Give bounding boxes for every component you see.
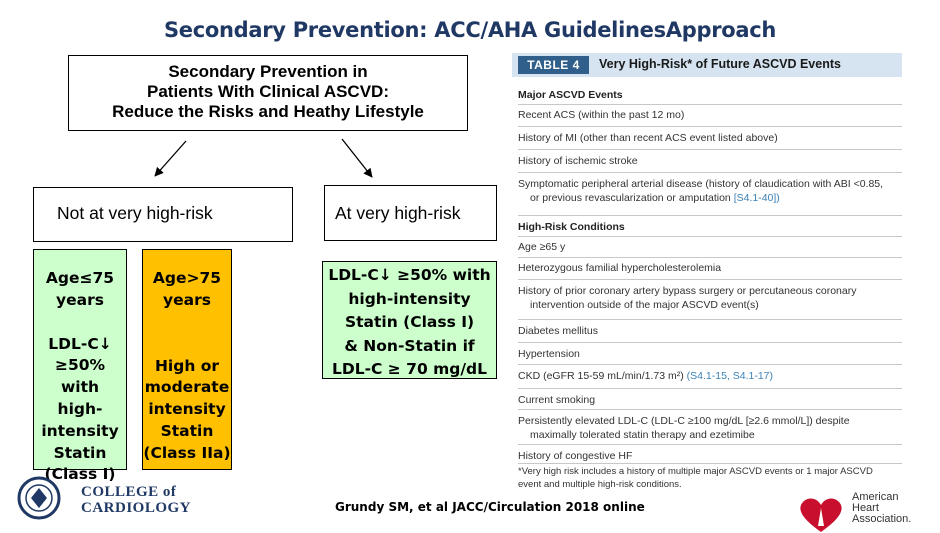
table-row-text: Recent ACS (within the past 12 mo) (518, 109, 685, 121)
table-footnote (518, 465, 902, 491)
age-gt-75-box (142, 249, 232, 470)
table-tag: TABLE 4 (518, 56, 589, 74)
citation: Grundy SM, et al JACC/Circulation 2018 online (335, 500, 645, 514)
table-row (518, 174, 902, 216)
very-high-risk-box: At very high-risk (324, 185, 497, 241)
age-gt-75-line-a: Age>75 (152, 269, 222, 287)
age-le-75-box (33, 249, 127, 484)
table-row (518, 105, 902, 127)
table-row-text-2: intervention outside of the major ASCVD event(s) (530, 299, 759, 311)
age-le-75-line-e: high- (57, 399, 103, 418)
age-gt-75-line-f: Statin (160, 421, 214, 440)
age-le-75-line-b: years (56, 290, 104, 309)
vh-rx-line-e: LDL-C ≥ 70 mg/dL (331, 360, 488, 378)
table-row-text: CKD (eGFR 15-59 mL/min/1.73 m²) (518, 370, 687, 382)
main-box-line-1: Secondary Prevention in (168, 62, 368, 81)
table-section-heading (518, 85, 902, 105)
arrow-right (342, 139, 372, 177)
age-gt-75-line-c: High or (154, 356, 220, 375)
vh-rx-line-b: high-intensity (348, 289, 471, 308)
table-header (512, 53, 902, 77)
table-row (518, 411, 902, 445)
vh-rx-line-a: LDL-C↓ ≥50% with (328, 266, 491, 284)
table-row-text: High-Risk Conditions (518, 221, 625, 233)
table-row-text: Diabetes mellitus (518, 325, 598, 337)
table-row (518, 390, 902, 410)
table-row (518, 446, 902, 464)
main-box-line-3: Reduce the Risks and Heathy Lifestyle (112, 102, 424, 121)
slide-title: Secondary Prevention: ACC/AHA GuidelinesApproach (163, 18, 777, 42)
footnote-line-2: event and multiple high-risk conditions. (518, 479, 682, 490)
age-le-75-line-d: ≥50% with (54, 356, 106, 397)
table-row (518, 344, 902, 365)
table-row-text: Heterozygous familial hypercholesterolemia (518, 262, 722, 274)
age-le-75-line-h: (Class I) (44, 465, 116, 484)
table-row (518, 151, 902, 173)
table-title: Very High-Risk* of Future ASCVD Events (599, 57, 841, 71)
main-box-line-2: Patients With Clinical ASCVD: (147, 82, 389, 101)
age-gt-75-line-b: years (163, 290, 211, 309)
very-high-risk-treatment-box (322, 261, 497, 379)
aha-logo-line-1: American (852, 491, 899, 503)
aha-logo (792, 492, 940, 529)
acc-logo-line-1: COLLEGE of (81, 484, 177, 500)
arrow-left (155, 141, 186, 176)
table-row-text: Symptomatic peripheral arterial disease (history of claudication with ABI <0.85, (518, 178, 884, 190)
table-row-reference: [S4.1-40]) (733, 192, 780, 204)
table-row (518, 258, 902, 280)
table-row-text: History of ischemic stroke (518, 155, 638, 167)
table-row-text: History of MI (other than recent ACS event listed above) (518, 132, 778, 144)
table-row-continuation (518, 298, 902, 312)
table-row-text: Major ASCVD Events (518, 89, 623, 101)
heart-torch-icon (796, 496, 846, 533)
table-row-continuation (518, 191, 902, 205)
aha-logo-line-3: Association. (852, 513, 912, 525)
acc-logo-line-2: CARDIOLOGY (81, 500, 192, 516)
age-gt-75-line-g: (Class IIa) (143, 443, 231, 462)
table-row (518, 128, 902, 150)
aha-logo-line-2: Heart (852, 502, 879, 514)
age-gt-75-line-e: intensity (148, 400, 226, 419)
table-row-text-2: or previous revascularization or amputation (530, 192, 734, 204)
very-high-risk-table (512, 53, 902, 499)
age-le-75-line-g: Statin (53, 443, 107, 462)
table-section-heading (518, 217, 902, 237)
age-gt-75-line-d: moderate (144, 378, 230, 397)
table-row (518, 281, 902, 320)
table-row-text: History of congestive HF (518, 450, 633, 462)
table-row (518, 321, 902, 343)
table-row-text: Hypertension (518, 348, 580, 360)
table-row-text: Persistently elevated LDL-C (LDL-C ≥100 mg/dL [≥2.6 mmol/L]) despite (518, 415, 850, 427)
table-row-continuation (518, 428, 902, 442)
table-row-text: Current smoking (518, 394, 596, 406)
acc-logo (17, 474, 217, 522)
table-row-text-2: maximally tolerated statin therapy and ezetimibe (530, 429, 755, 441)
table-row (518, 366, 902, 389)
age-le-75-line-c: LDL-C↓ (48, 334, 112, 353)
vh-rx-line-c: Statin (Class I) (344, 313, 475, 331)
age-le-75-line-a: Age≤75 (45, 269, 115, 287)
not-very-high-risk-box: Not at very high-risk (33, 187, 293, 242)
table-row (518, 237, 902, 258)
table-row-text: Age ≥65 y (518, 241, 566, 253)
acc-seal-icon (17, 476, 65, 524)
vh-rx-line-d: & Non-Statin if (344, 336, 475, 355)
footnote-line-1: *Very high risk includes a history of multiple major ASCVD events or 1 major ASCVD (518, 466, 873, 477)
table-row-text: History of prior coronary artery bypass surgery or percutaneous coronary (518, 285, 857, 297)
table-row-reference: (S4.1-15, S4.1-17) (686, 370, 774, 382)
age-le-75-line-f: intensity (41, 421, 119, 440)
